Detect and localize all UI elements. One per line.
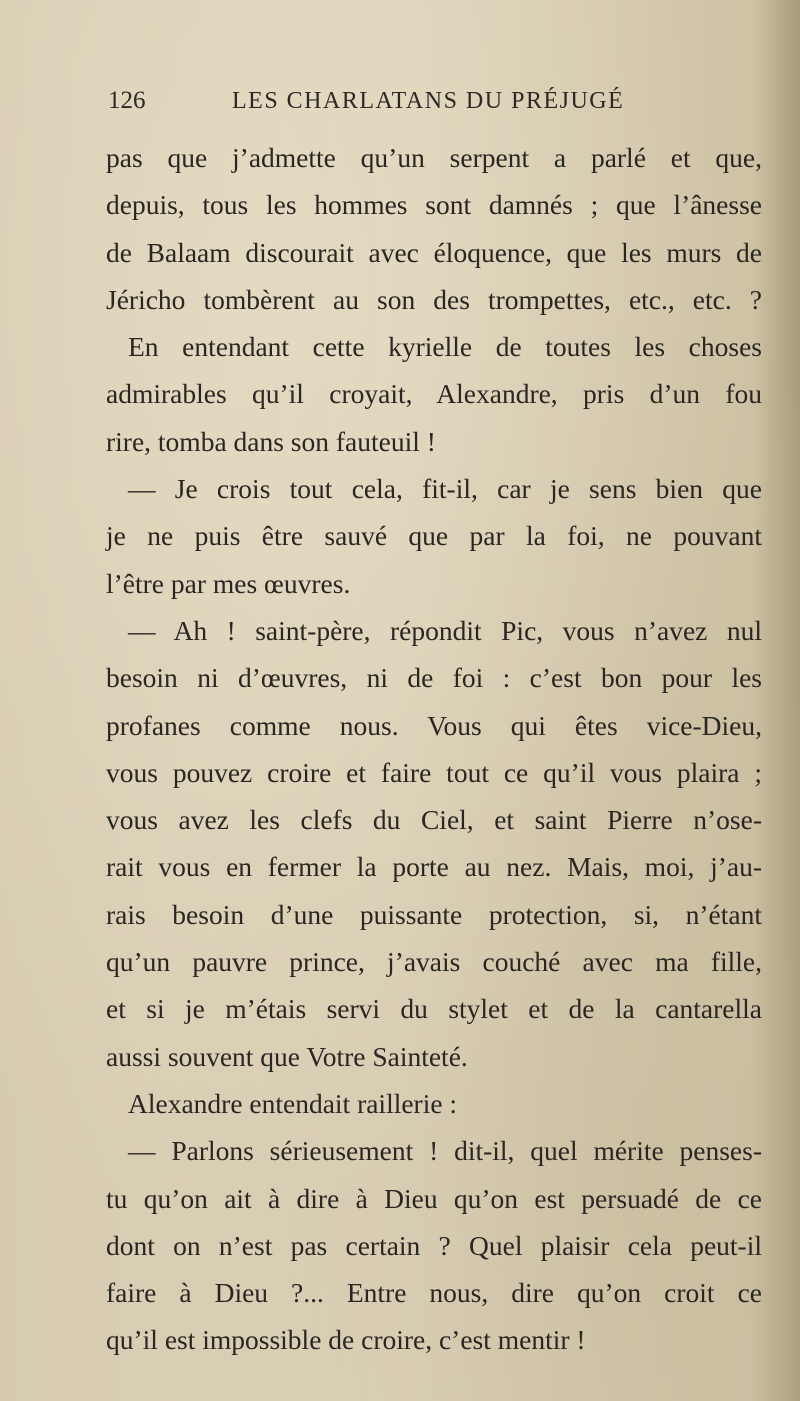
text-line: tu qu’on ait à dire à Dieu qu’on est persuadé de ce <box>106 1182 762 1214</box>
text-line: l’être par mes œuvres. <box>106 567 351 599</box>
text-line: pas que j’admette qu’un serpent a parlé et que, <box>106 142 762 173</box>
text-line: vous avez les clefs du Ciel, et saint Pierre n’ose- <box>106 804 762 836</box>
text-line: rais besoin d’une puissante protection, si, n’étant <box>106 898 762 930</box>
text-line: depuis, tous les hommes sont damnés ; que l’ânesse <box>106 189 762 221</box>
page-number: 126 <box>108 87 146 114</box>
text-line: besoin ni d’œuvres, ni de foi : c’est bon pour les <box>106 662 762 694</box>
text-line: admirables qu’il croyait, Alexandre, pris d’un fou <box>106 378 762 410</box>
text-line: rait vous en fermer la porte au nez. Mais, moi, j’au- <box>106 851 762 883</box>
page-header <box>108 84 760 118</box>
text-line: de Balaam discourait avec éloquence, que les murs de <box>106 236 762 268</box>
text-line: Alexandre entendait raillerie : <box>128 1087 458 1119</box>
text-line: vous pouvez croire et faire tout ce qu’il vous plaira ; <box>106 756 762 788</box>
text-line: qu’un pauvre prince, j’avais couché avec ma fille, <box>106 946 762 978</box>
text-line: aussi souvent que Votre Sainteté. <box>106 1040 468 1072</box>
text-line: — Ah ! saint-père, répondit Pic, vous n’avez nul <box>128 614 762 646</box>
text-line: En entendant cette kyrielle de toutes les choses <box>128 331 762 363</box>
text-line: je ne puis être sauvé que par la foi, ne pouvant <box>106 520 762 552</box>
text-line: dont on n’est pas certain ? Quel plaisir cela peut-il <box>106 1229 762 1261</box>
text-line: et si je m’étais servi du stylet et de la cantarella <box>106 993 762 1025</box>
text-line: rire, tomba dans son fauteuil ! <box>106 425 436 457</box>
text-line: Jéricho tombèrent au son des trompettes, etc., etc. ? <box>106 283 762 315</box>
text-line: profanes comme nous. Vous qui êtes vice-Dieu, <box>106 709 762 741</box>
text-line: — Je crois tout cela, fit-il, car je sens bien que <box>128 473 762 505</box>
text-line: qu’il est impossible de croire, c’est mentir ! <box>106 1324 586 1356</box>
text-line: faire à Dieu ?... Entre nous, dire qu’on croit ce <box>106 1277 762 1309</box>
running-title: LES CHARLATANS DU PRÉJUGÉ <box>232 88 625 114</box>
body-text <box>106 134 762 1364</box>
text-line: — Parlons sérieusement ! dit-il, quel mérite penses- <box>128 1135 762 1167</box>
